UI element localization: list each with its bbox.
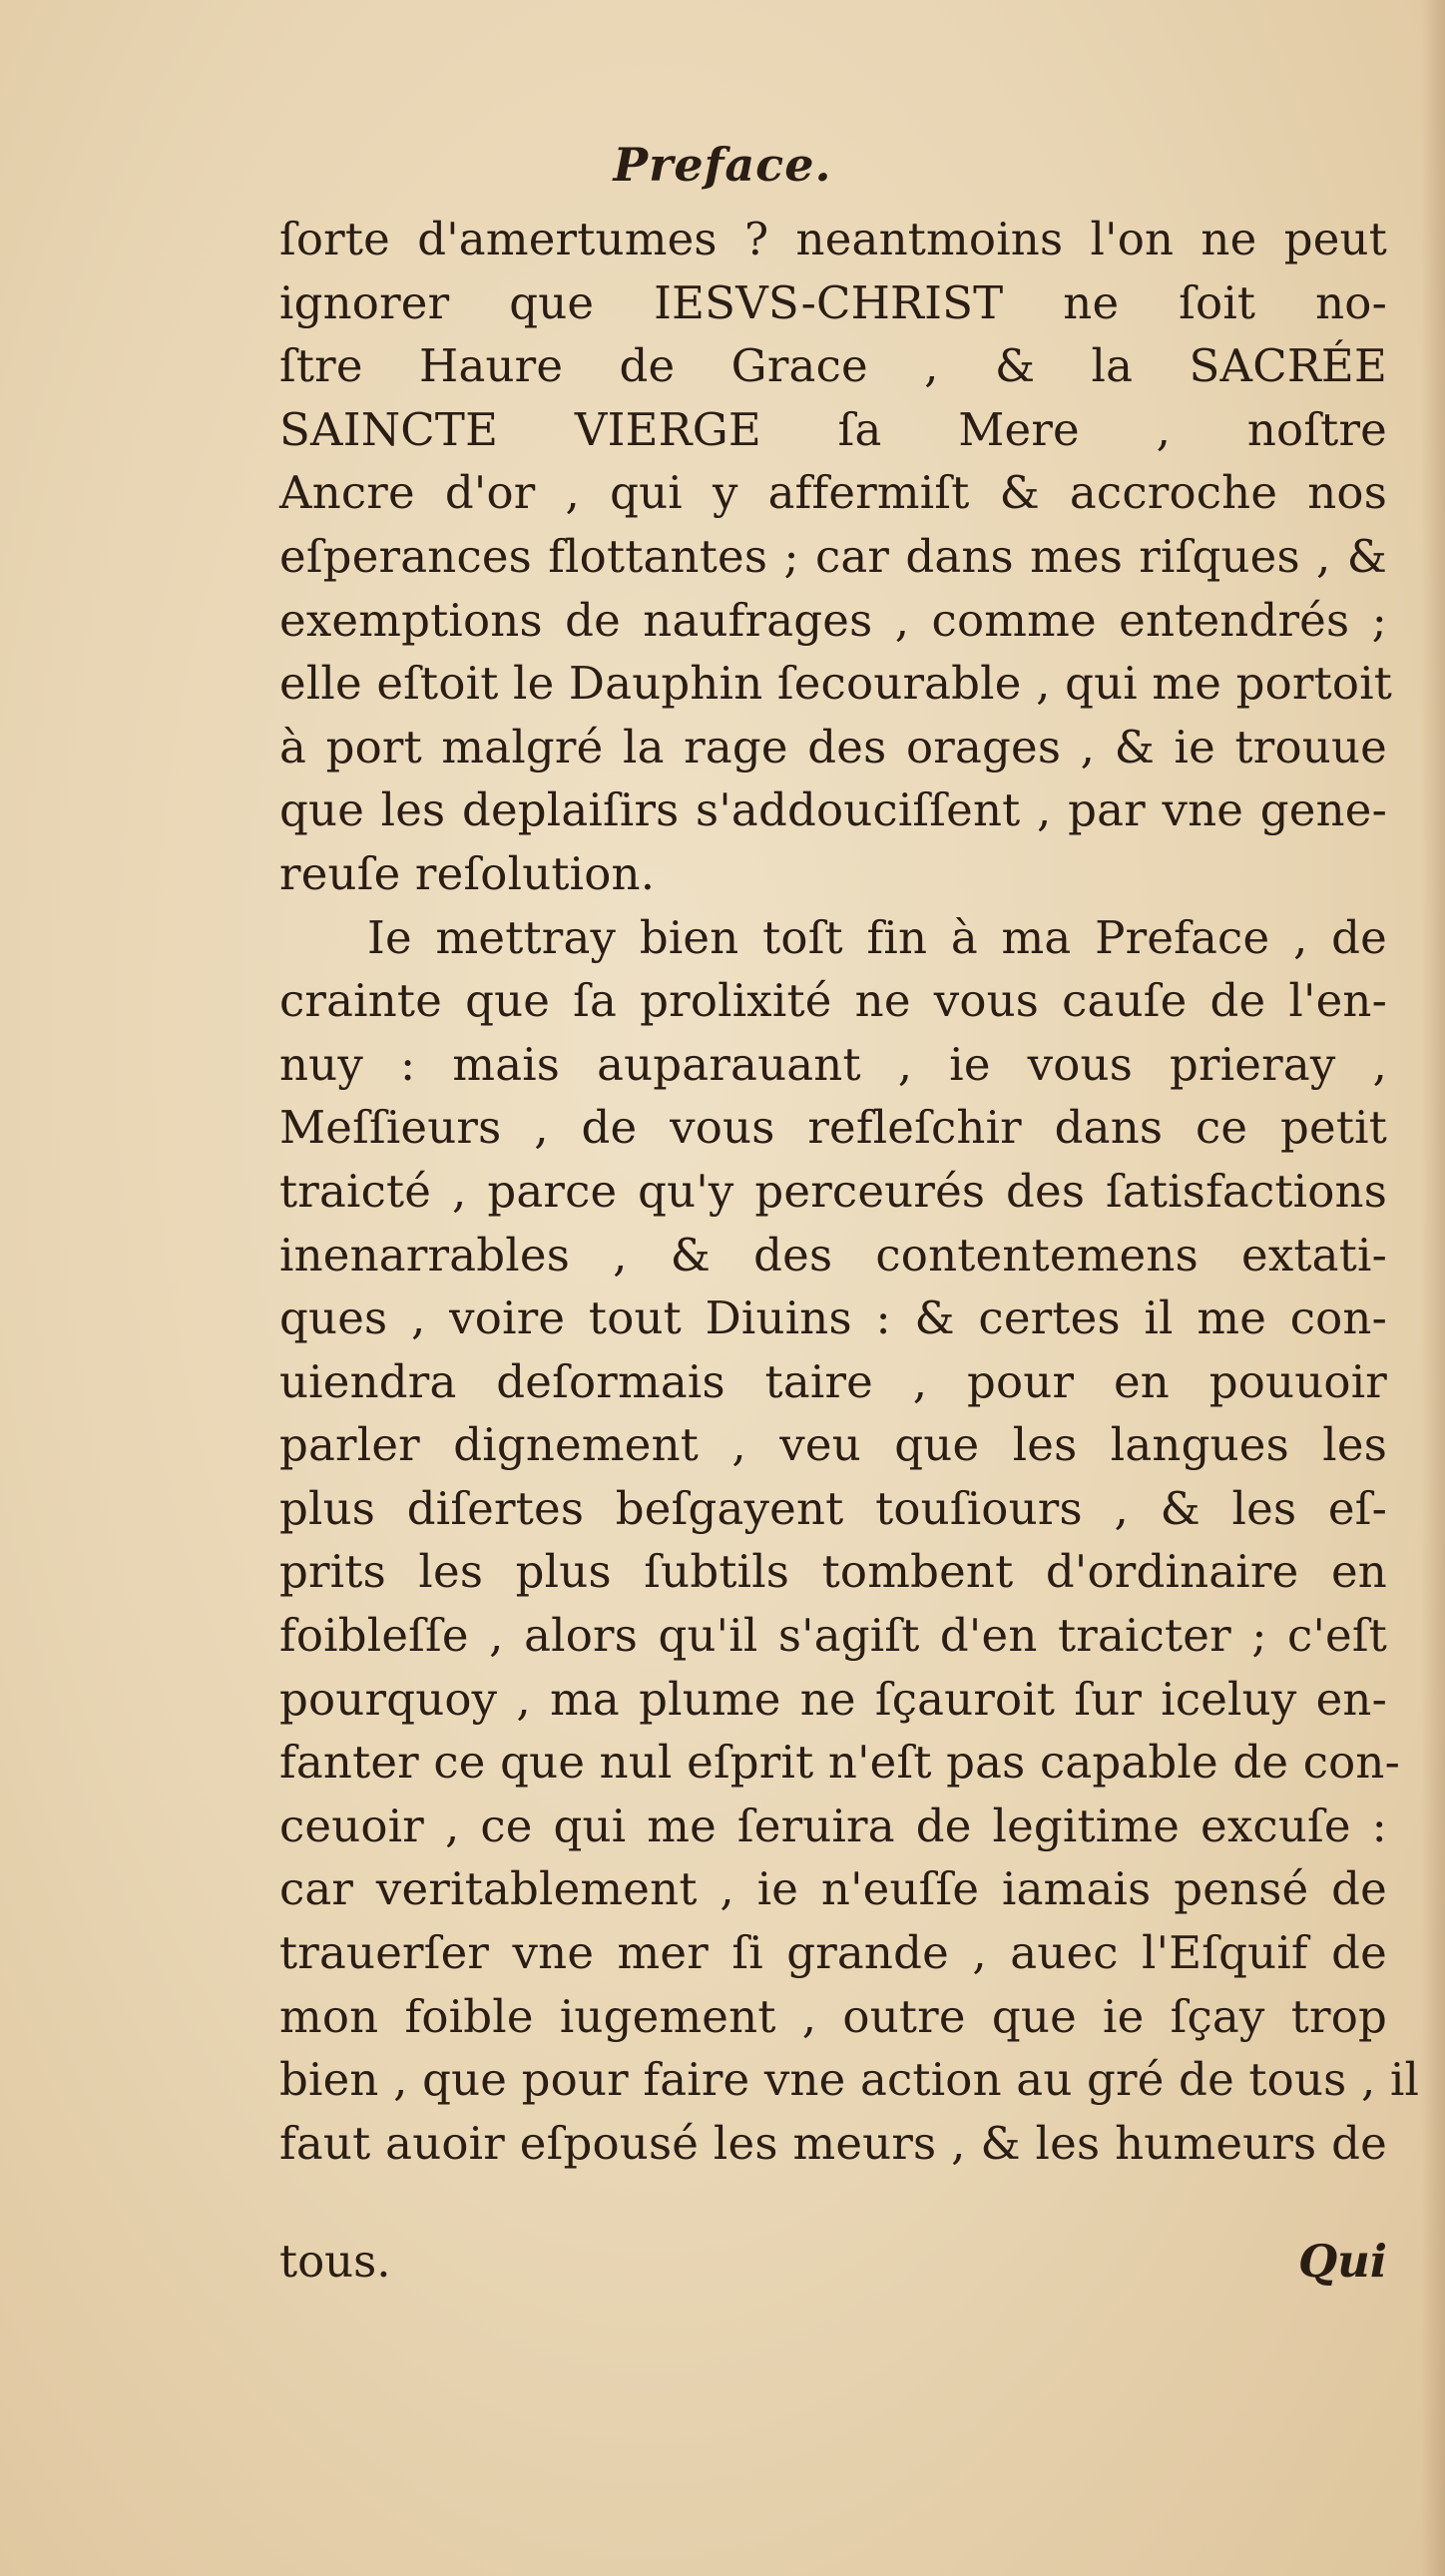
- text-line: elle eſtoit le Dauphin ſecourable , qui me portoit: [279, 657, 1393, 711]
- text-line: ceuoir , ce qui me ſeruira de legitime excuſe :: [279, 1799, 1387, 1852]
- text-line: fanter ce que nul eſprit n'eſt pas capable de con-: [279, 1736, 1400, 1790]
- text-line: ſorte d'amertumes ? neantmoins l'on ne peut: [279, 213, 1387, 265]
- text-line: prits les plus ſubtils tombent d'ordinaire en: [279, 1545, 1387, 1599]
- text-line: plus diſertes beſgayent touſiours , & les eſ-: [279, 1481, 1387, 1535]
- text-line: trauerſer vne mer ſi grande , auec l'Eſquif de: [279, 1926, 1387, 1980]
- catchword: Qui: [1297, 2235, 1387, 2288]
- text-line: eſperances flottantes ; car dans mes riſques , &: [279, 529, 1387, 583]
- text-line: Ie mettray bien toſt fin à ma Preface , de: [367, 910, 1387, 964]
- text-line: nuy : mais auparauant , ie vous prieray ,: [279, 1037, 1387, 1091]
- text-line: ſtre Haure de Grace , & la SACRÉE: [279, 339, 1387, 393]
- final-word: tous.: [279, 2235, 391, 2288]
- text-line: Meſſieurs , de vous refleſchir dans ce petit: [279, 1101, 1387, 1155]
- text-line: ignorer que IESVS-CHRIST ne ſoit no-: [279, 275, 1387, 329]
- text-line: parler dignement , veu que les langues les: [279, 1418, 1387, 1472]
- text-line: reuſe reſolution.: [279, 846, 656, 900]
- text-line: exemptions de naufrages , comme entendrés ;: [279, 593, 1387, 647]
- text-line: mon foible iugement , outre que ie ſçay trop: [279, 1989, 1387, 2043]
- text-line: bien , que pour faire vne action au gré de tous , il: [279, 2053, 1420, 2107]
- text-line: inenarrables , & des contentemens extati-: [279, 1228, 1387, 1282]
- page-edge-shadow: [1421, 0, 1445, 2576]
- text-line: faut auoir eſpousé les meurs , & les humeurs de: [279, 2116, 1387, 2170]
- text-line: ques , voire tout Diuins : & certes il me con-: [279, 1291, 1387, 1345]
- text-line: SAINCTE VIERGE ſa Mere , noſtre: [279, 402, 1387, 456]
- last-line: [279, 2230, 1387, 2294]
- text-line: pourquoy , ma plume ne ſçauroit ſur iceluy en-: [279, 1672, 1387, 1726]
- text-line: traicté , parce qu'y perceurés des ſatisfactions: [279, 1164, 1387, 1218]
- running-head: Preface.: [613, 138, 832, 192]
- text-line: uiendra deſormais taire , pour en pouuoir: [279, 1354, 1387, 1408]
- text-line: Ancre d'or , qui y affermiſt & accroche nos: [279, 466, 1387, 520]
- text-line: à port malgré la rage des orages , & ie trouue: [279, 720, 1387, 773]
- text-line: car veritablement , ie n'euſſe iamais pensé de: [279, 1862, 1387, 1916]
- text-line: crainte que ſa prolixité ne vous cauſe de l'en-: [279, 974, 1387, 1028]
- text-line: foibleſſe , alors qu'il s'agiſt d'en traicter ; c'eſt: [279, 1609, 1387, 1663]
- body-text: [279, 208, 1420, 2175]
- text-line: que les deplaiſirs s'addouciſſent , par vne gene-: [279, 783, 1387, 837]
